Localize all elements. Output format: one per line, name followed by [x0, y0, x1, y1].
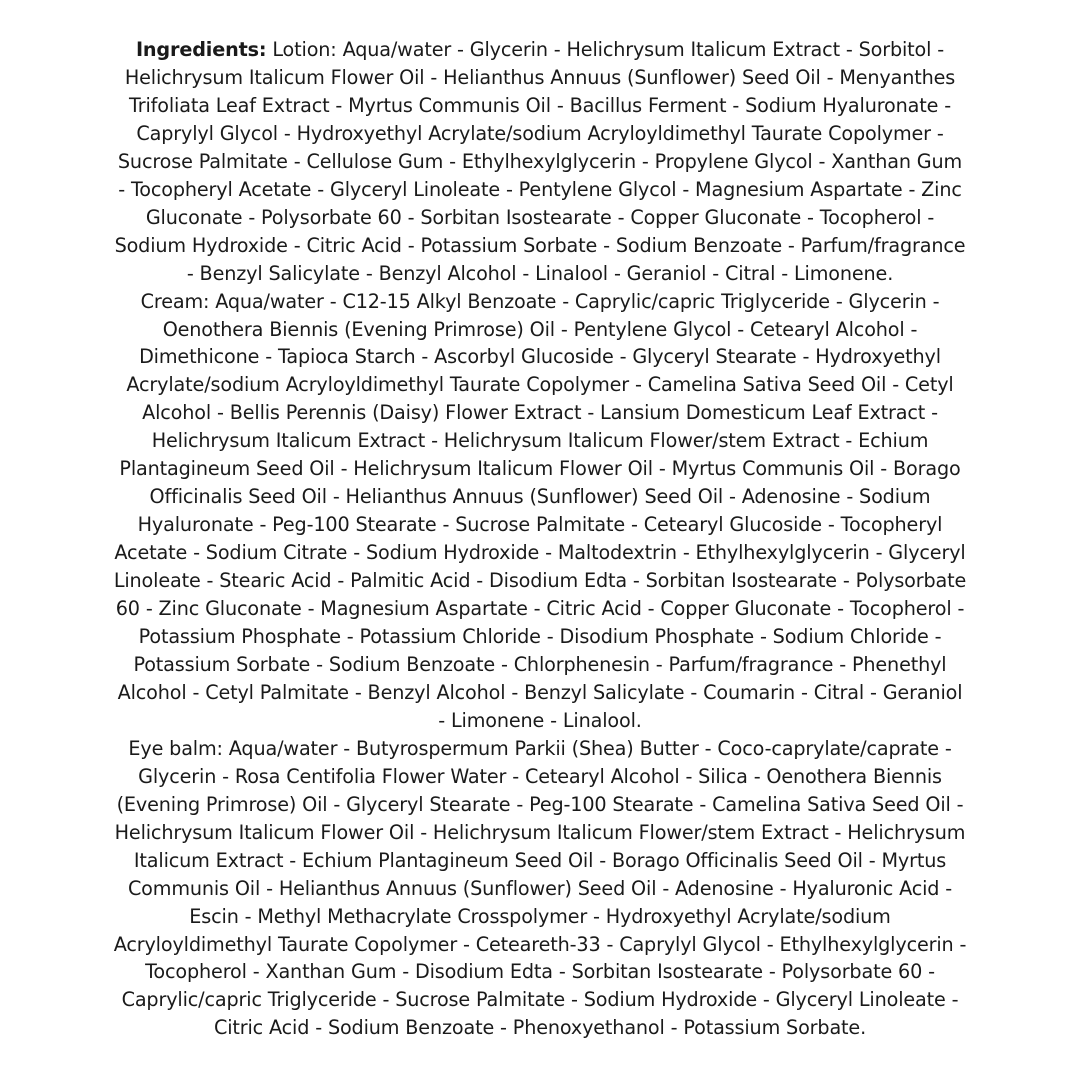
eye-balm-ingredients: Eye balm: Aqua/water - Butyrospermum Parkii (Shea) Butter - Coco-caprylate/caprate - Glycerin - Rosa Centifolia Flower Water - Cetearyl Alcohol - Silica - Oenothera Biennis (Evening Primrose) Oil - Glyceryl Stearate - Peg-100 Stearate - Camelina Sativa Seed Oil - Helichrysum Italicum Flower Oil - Helichrysum Italicum Flower/stem Extract - Helichrysum Italicum Extract - Echium Plantagineum Seed Oil - Borago Officinalis Seed Oil - Myrtus Communis Oil - Helianthus Annuus (Sunflower) Seed Oil - Adenosine - Hyaluronic Acid - Escin - Methyl Methacrylate Crosspolymer - Hydroxyethyl Acrylate/sodium Acryloyldimethyl Taurate Copolymer - Ceteareth-33 - Caprylyl Glycol - Ethylhexylglycerin - Tocopherol - Xanthan Gum - Disodium Edta - Sorbitan Isostearate - Polysorbate 60 - Caprylic/capric Triglyceride - Sucrose Palmitate - Sodium Hydroxide - Glyceryl Linoleate - Citric Acid - Sodium Benzoate - Phenoxyethanol - Potassium Sorbate.	[113, 736, 967, 1040]
ingredients-heading: Ingredients:	[135, 38, 267, 61]
ingredients-panel	[112, 36, 968, 1042]
lotion-ingredients	[112, 36, 968, 288]
lotion-ingredients-text: Lotion: Aqua/water - Glycerin - Helichrysum Italicum Extract - Sorbitol - Helichrysum Italicum Flower Oil - Helianthus Annuus (Sunflower) Seed Oil - Menyanthes Trifoliata Leaf Extract - Myrtus Communis Oil - Bacillus Ferment - Sodium Hyaluronate - Caprylyl Glycol - Hydroxyethyl Acrylate/sodium Acryloyldimethyl Taurate Copolymer - Sucrose Palmitate - Cellulose Gum - Ethylhexylglycerin - Propylene Glycol - Xanthan Gum - Tocopheryl Acetate - Glyceryl Linoleate - Pentylene Glycol - Magnesium Aspartate - Zinc Gluconate - Polysorbate 60 - Sorbitan Isostearate - Copper Gluconate - Tocopherol - Sodium Hydroxide - Citric Acid - Potassium Sorbate - Sodium Benzoate - Parfum/fragrance - Benzyl Salicylate - Benzyl Alcohol - Linalool - Geraniol - Citral - Limonene.	[114, 38, 966, 285]
cream-ingredients: Cream: Aqua/water - C12-15 Alkyl Benzoate - Caprylic/capric Triglyceride - Glycerin - Oenothera Biennis (Evening Primrose) Oil - Pentylene Glycol - Cetearyl Alcohol - Dimethicone - Tapioca Starch - Ascorbyl Glucoside - Glyceryl Stearate - Hydroxyethyl Acrylate/sodium Acryloyldimethyl Taurate Copolymer - Camelina Sativa Seed Oil - Cetyl Alcohol - Bellis Perennis (Daisy) Flower Extract - Lansium Domesticum Leaf Extract - Helichrysum Italicum Extract - Helichrysum Italicum Flower/stem Extract - Echium Plantagineum Seed Oil - Helichrysum Italicum Flower Oil - Myrtus Communis Oil - Borago Officinalis Seed Oil - Helianthus Annuus (Sunflower) Seed Oil - Adenosine - Sodium Hyaluronate - Peg-100 Stearate - Sucrose Palmitate - Cetearyl Glucoside - Tocopheryl Acetate - Sodium Citrate - Sodium Hydroxide - Maltodextrin - Ethylhexylglycerin - Glyceryl Linoleate - Stearic Acid - Palmitic Acid - Disodium Edta - Sorbitan Isostearate - Polysorbate 60 - Zinc Gluconate - Magnesium Aspartate - Citric Acid - Copper Gluconate - Tocopherol - Potassium Phosphate - Potassium Chloride - Disodium Phosphate - Sodium Chloride - Potassium Sorbate - Sodium Benzoate - Chlorphenesin - Parfum/fragrance - Phenethyl Alcohol - Cetyl Palmitate - Benzyl Alcohol - Benzyl Salicylate - Coumarin - Citral - Geraniol - Limonene - Linalool.	[113, 289, 967, 732]
